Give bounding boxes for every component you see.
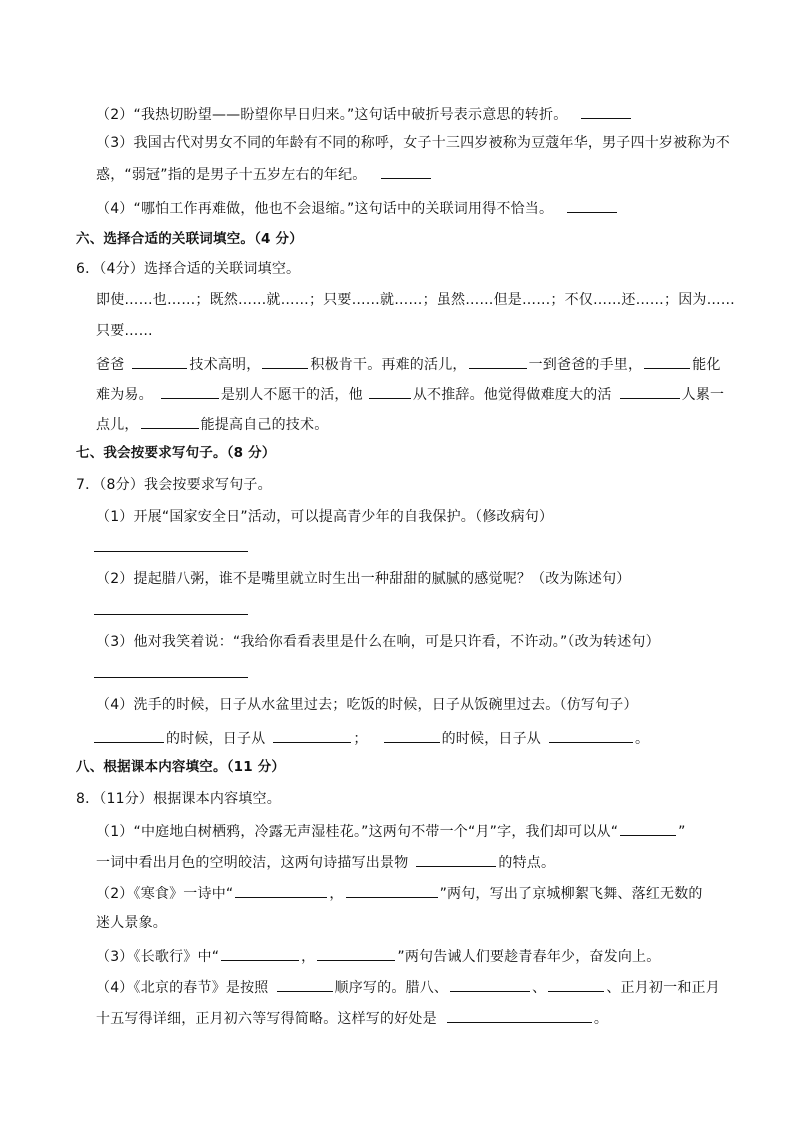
answer-blank[interactable] — [620, 383, 680, 399]
q7-item-4-imitation: 的时候，日子从 ； 的时候，日子从 。 — [94, 727, 649, 749]
answer-blank[interactable] — [549, 727, 633, 743]
answer-blank[interactable] — [620, 820, 676, 836]
q8-item-4-line2: 十五写得详细，正月初六等写得简略。这样写的好处是 。 — [96, 1007, 608, 1029]
answer-blank[interactable] — [94, 727, 164, 743]
question-8-heading: 8．（11分）根据课本内容填空。 — [76, 791, 281, 807]
answer-blank[interactable] — [581, 103, 631, 119]
q7-item-4: （4）洗手的时候，日子从水盆里过去；吃饭的时候，日子从饭碗里过去。（仿写句子） — [96, 697, 638, 713]
q8-item-1-line2: 一词中看出月色的空明皎洁，这两句诗描写出景物 的特点。 — [96, 851, 555, 873]
q6-options-line1: 即使……也……；既然……就……；只要……就……；虽然……但是……；不仅……还……；因为…… — [96, 292, 735, 308]
answer-blank[interactable] — [450, 976, 530, 992]
q7-item-2: （2）提起腊八粥，谁不是嘴里就立时生出一种甜甜的腻腻的感觉呢？（改为陈述句） — [96, 571, 631, 587]
q6-passage-line3: 点儿， 能提高自己的技术。 — [96, 413, 328, 435]
answer-blank[interactable] — [384, 727, 440, 743]
answer-blank[interactable] — [346, 882, 438, 898]
q8-item-2-line2: 迷人景象。 — [96, 915, 167, 931]
q8-item-3: （3）《长歌行》中“ ， ”两句告诫人们要趁青春年少，奋发向上。 — [96, 945, 660, 967]
q6-passage-line1: 爸爸 技术高明， 积极肯干。再难的活儿， 一到爸爸的手里， 能化 — [96, 353, 721, 375]
answer-blank[interactable] — [277, 976, 333, 992]
question-6-heading: 6．（4分）选择合适的关联词填空。 — [76, 261, 301, 277]
q5-item-4: （4）“哪怕工作再难做，他也不会退缩。”这句话中的关联词用得不恰当。 — [96, 197, 619, 219]
q8-item-1-line1: （1）“中庭地白树栖鸦，冷露无声湿桂花。”这两句不带一个“月”字，我们却可以从“ ” — [96, 820, 686, 842]
answer-blank[interactable] — [273, 727, 351, 743]
answer-blank[interactable] — [369, 383, 411, 399]
answer-blank[interactable] — [447, 1007, 592, 1023]
question-7-heading: 7．（8分）我会按要求写句子。 — [76, 477, 272, 493]
answer-line[interactable] — [94, 551, 248, 552]
q6-passage-line2: 难为易。 是别人不愿干的活，他 从不推辞。他觉得做难度大的活 人累一 — [96, 383, 724, 405]
answer-blank[interactable] — [567, 197, 617, 213]
answer-blank[interactable] — [548, 976, 604, 992]
answer-blank[interactable] — [221, 945, 299, 961]
q8-item-2-line1: （2）《寒食》一诗中“ ， ”两句，写出了京城柳絮飞舞、落红无数的 — [96, 882, 703, 904]
section-8-title: 八、根据课本内容填空。（11 分） — [76, 759, 286, 775]
answer-blank[interactable] — [141, 413, 199, 429]
answer-line[interactable] — [94, 614, 248, 615]
q8-item-4-line1: （4）《北京的春节》是按照 顺序写的。腊八、 、 、正月初一和正月 — [96, 976, 720, 998]
q5-item-2: （2）“我热切盼望——盼望你早日归来。”这句话中破折号表示意思的转折。 — [96, 103, 633, 125]
answer-line[interactable] — [94, 677, 248, 678]
answer-blank[interactable] — [235, 882, 327, 898]
answer-blank[interactable] — [132, 353, 187, 369]
answer-blank[interactable] — [262, 353, 308, 369]
answer-blank[interactable] — [469, 353, 527, 369]
answer-blank[interactable] — [317, 945, 395, 961]
q5-item-3-line1: （3）我国古代对男女不同的年龄有不同的称呼，女子十三四岁被称为豆蔻年华，男子四十岁被称为不 — [96, 135, 730, 151]
q6-options-line2: 只要…… — [96, 323, 153, 339]
q7-item-3: （3）他对我笑着说：“我给你看看表里是什么在响，可是只许看，不许动。”（改为转述句） — [96, 634, 660, 650]
answer-blank[interactable] — [644, 353, 690, 369]
q7-item-1: （1）开展“国家安全日”活动，可以提高青少年的自我保护。（修改病句） — [96, 509, 554, 525]
answer-blank[interactable] — [161, 383, 219, 399]
answer-blank[interactable] — [381, 163, 431, 179]
section-7-title: 七、我会按要求写句子。（8 分） — [76, 445, 276, 461]
q5-item-3-line2: 惑，“弱冠”指的是男子十五岁左右的年纪。 — [96, 163, 433, 185]
section-6-title: 六、选择合适的关联词填空。（4 分） — [76, 231, 303, 247]
answer-blank[interactable] — [416, 851, 496, 867]
